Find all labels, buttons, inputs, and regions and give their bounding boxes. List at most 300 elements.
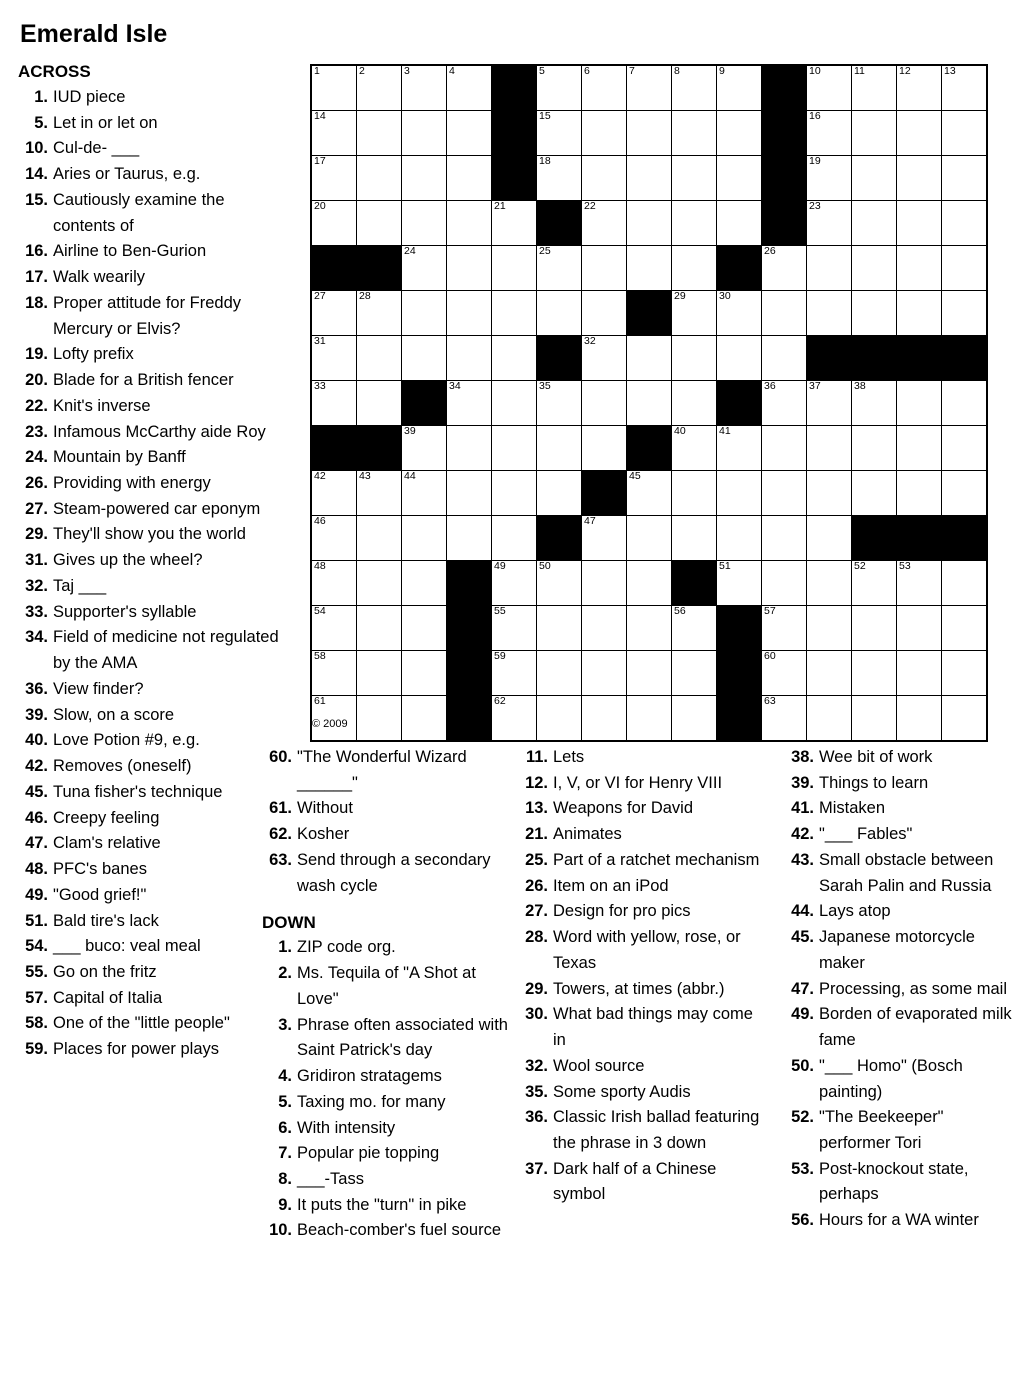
grid-cell[interactable] [807, 246, 852, 291]
grid-cell[interactable] [852, 291, 897, 336]
clue-text: Infamous McCarthy aide Roy [53, 422, 266, 441]
grid-cell[interactable] [537, 246, 582, 291]
grid-cell[interactable] [672, 651, 717, 696]
grid-cell[interactable] [357, 156, 402, 201]
grid-cell-number: 37 [809, 380, 821, 392]
grid-cell[interactable] [852, 471, 897, 516]
grid-cell[interactable] [942, 246, 988, 291]
grid-cell[interactable] [311, 156, 357, 201]
grid-cell-number: 20 [314, 200, 326, 212]
grid-cell[interactable] [942, 426, 988, 471]
clue-number: 60. [269, 748, 292, 766]
clue-text: It puts the "turn" in pike [297, 1195, 467, 1214]
grid-cell-block [807, 336, 852, 381]
grid-cell[interactable] [402, 246, 447, 291]
clue-number: 11. [525, 748, 548, 766]
grid-cell[interactable] [537, 426, 582, 471]
across-clue [262, 822, 510, 848]
grid-row [311, 65, 987, 111]
clue-number: 27. [525, 902, 548, 921]
grid-cell-block [492, 111, 537, 156]
grid-cell[interactable] [402, 471, 447, 516]
clue-number: 5. [34, 113, 48, 132]
grid-cell[interactable] [357, 606, 402, 651]
down-clue [518, 771, 766, 797]
grid-cell-number: 58 [314, 650, 326, 662]
grid-cell[interactable] [447, 336, 492, 381]
grid-cell[interactable] [627, 201, 672, 246]
grid-cell-number: 17 [314, 155, 326, 167]
grid-cell[interactable] [897, 561, 942, 606]
grid-cell[interactable] [942, 156, 988, 201]
grid-cell[interactable] [357, 65, 402, 111]
grid-cell[interactable] [717, 561, 762, 606]
grid-cell[interactable] [942, 381, 988, 426]
clue-number: 3. [278, 1015, 292, 1034]
grid-cell[interactable] [852, 65, 897, 111]
grid-cell[interactable] [762, 291, 807, 336]
grid-cell[interactable] [492, 516, 537, 561]
down-clue [784, 1002, 1016, 1053]
grid-cell[interactable] [627, 471, 672, 516]
across-heading: ACROSS [18, 62, 91, 81]
grid-cell[interactable] [807, 651, 852, 696]
grid-cell[interactable] [807, 426, 852, 471]
grid-cell[interactable] [492, 696, 537, 742]
grid-cell[interactable] [311, 516, 357, 561]
grid-cell[interactable] [897, 201, 942, 246]
grid-cell[interactable] [672, 381, 717, 426]
grid-cell[interactable] [897, 651, 942, 696]
clue-text: Towers, at times (abbr.) [553, 979, 725, 998]
grid-cell[interactable] [582, 561, 627, 606]
clue-text: Slow, on a score [53, 705, 175, 724]
grid-cell-number: 22 [584, 200, 596, 212]
grid-cell[interactable] [897, 291, 942, 336]
grid-cell[interactable] [627, 651, 672, 696]
down-clue [518, 874, 766, 900]
grid-cell-number: 46 [314, 515, 326, 527]
grid-cell[interactable] [942, 561, 988, 606]
grid-cell-number: 26 [764, 245, 776, 257]
grid-cell-number: 50 [539, 560, 551, 572]
grid-cell-block [447, 606, 492, 651]
grid-cell[interactable] [447, 156, 492, 201]
down-clue [262, 1141, 510, 1167]
grid-cell[interactable] [852, 561, 897, 606]
grid-cell[interactable] [762, 651, 807, 696]
grid-cell[interactable] [537, 156, 582, 201]
down-clue [784, 796, 1016, 822]
grid-cell[interactable] [762, 696, 807, 742]
grid-cell[interactable] [942, 111, 988, 156]
grid-cell[interactable] [447, 381, 492, 426]
grid-cell[interactable] [717, 336, 762, 381]
grid-cell[interactable] [852, 696, 897, 742]
grid-cell[interactable] [627, 246, 672, 291]
grid-cell[interactable] [852, 246, 897, 291]
grid-cell[interactable] [492, 651, 537, 696]
grid-cell[interactable] [762, 606, 807, 651]
grid-cell[interactable] [357, 561, 402, 606]
grid-cell[interactable] [311, 291, 357, 336]
grid-cell[interactable] [537, 696, 582, 742]
grid-cell[interactable] [537, 291, 582, 336]
across-clue [18, 188, 290, 239]
down-clue [784, 822, 1016, 848]
grid-cell-number: 16 [809, 110, 821, 122]
grid-cell[interactable] [672, 201, 717, 246]
grid-cell-number: 48 [314, 560, 326, 572]
crossword-grid[interactable] [310, 64, 988, 742]
grid-cell[interactable] [402, 516, 447, 561]
grid-cell[interactable] [582, 111, 627, 156]
clue-text: ___ buco: veal meal [53, 937, 201, 956]
clue-number: 15. [25, 190, 48, 209]
grid-cell[interactable] [492, 381, 537, 426]
grid-cell[interactable] [582, 156, 627, 201]
grid-cell[interactable] [447, 471, 492, 516]
grid-cell[interactable] [897, 426, 942, 471]
grid-cell[interactable] [402, 606, 447, 651]
grid-cell[interactable] [807, 291, 852, 336]
grid-cell[interactable] [807, 65, 852, 111]
grid-cell-number: 24 [404, 245, 416, 257]
down-heading: DOWN [262, 913, 316, 933]
grid-cell[interactable] [447, 426, 492, 471]
grid-cell[interactable] [897, 246, 942, 291]
clue-text: Gives up the wheel? [53, 551, 203, 570]
across-clue [18, 368, 290, 394]
grid-cell[interactable] [942, 291, 988, 336]
clue-number: 21. [525, 825, 548, 844]
across-clue [18, 522, 290, 548]
grid-cell[interactable] [627, 561, 672, 606]
clue-text: Beach-comber's fuel source [297, 1221, 501, 1240]
grid-cell[interactable] [627, 516, 672, 561]
clue-number: 14. [25, 165, 48, 184]
grid-cell[interactable] [311, 381, 357, 426]
grid-cell[interactable] [447, 516, 492, 561]
grid-cell-block [311, 426, 357, 471]
grid-cell[interactable] [807, 516, 852, 561]
clue-number: 32. [525, 1056, 548, 1075]
grid-cell[interactable] [762, 246, 807, 291]
grid-cell[interactable] [402, 696, 447, 742]
grid-cell[interactable] [672, 336, 717, 381]
grid-cell-block [492, 156, 537, 201]
grid-cell[interactable] [402, 561, 447, 606]
grid-cell[interactable] [357, 651, 402, 696]
grid-cell[interactable] [492, 426, 537, 471]
clue-number: 41. [791, 799, 814, 818]
grid-cell[interactable] [852, 381, 897, 426]
down-clue [262, 961, 510, 1012]
clue-text: Steam-powered car eponym [53, 499, 261, 518]
grid-cell[interactable] [672, 696, 717, 742]
grid-cell[interactable] [672, 246, 717, 291]
grid-cell[interactable] [402, 291, 447, 336]
grid-cell[interactable] [717, 291, 762, 336]
clue-text: I, V, or VI for Henry VIII [553, 773, 723, 792]
clue-text: Design for pro pics [553, 902, 691, 921]
grid-cell[interactable] [807, 201, 852, 246]
clue-number: 37. [525, 1159, 548, 1178]
across-clue [18, 934, 290, 960]
grid-cell[interactable] [672, 65, 717, 111]
grid-cell[interactable] [582, 336, 627, 381]
grid-cell[interactable] [762, 336, 807, 381]
grid-cell[interactable] [537, 561, 582, 606]
grid-cell-number: 62 [494, 695, 506, 707]
grid-cell[interactable] [807, 696, 852, 742]
grid-cell[interactable] [717, 156, 762, 201]
clue-number: 26. [25, 474, 48, 493]
grid-cell[interactable] [897, 156, 942, 201]
grid-cell[interactable] [942, 201, 988, 246]
grid-cell[interactable] [311, 336, 357, 381]
grid-cell-block [447, 696, 492, 742]
grid-cell[interactable] [807, 156, 852, 201]
grid-cell[interactable] [492, 471, 537, 516]
grid-cell-number: 38 [854, 380, 866, 392]
grid-cell[interactable] [402, 111, 447, 156]
grid-cell[interactable] [627, 156, 672, 201]
grid-cell[interactable] [717, 516, 762, 561]
grid-cell[interactable] [627, 111, 672, 156]
grid-cell[interactable] [852, 606, 897, 651]
grid-cell[interactable] [311, 111, 357, 156]
grid-cell[interactable] [942, 606, 988, 651]
clue-text: Love Potion #9, e.g. [53, 731, 200, 750]
grid-cell[interactable] [762, 516, 807, 561]
across-clue [18, 703, 290, 729]
grid-cell[interactable] [762, 471, 807, 516]
across-clue [18, 1011, 290, 1037]
grid-cell[interactable] [807, 381, 852, 426]
grid-cell[interactable] [402, 651, 447, 696]
clue-number: 1. [34, 88, 48, 106]
grid-cell[interactable] [582, 426, 627, 471]
grid-cell-number: 15 [539, 110, 551, 122]
grid-cell[interactable] [402, 156, 447, 201]
grid-cell[interactable] [357, 471, 402, 516]
clue-text: They'll show you the world [53, 525, 246, 544]
grid-cell[interactable] [447, 65, 492, 111]
grid-row [311, 696, 987, 742]
grid-cell-number: 59 [494, 650, 506, 662]
clue-text: Processing, as some mail [819, 979, 1007, 998]
grid-cell[interactable] [672, 291, 717, 336]
grid-cell[interactable] [897, 606, 942, 651]
clue-text: With intensity [297, 1118, 396, 1137]
grid-cell[interactable] [582, 606, 627, 651]
grid-cell[interactable] [672, 471, 717, 516]
clue-number: 34. [25, 628, 48, 647]
grid-cell[interactable] [942, 696, 988, 742]
grid-cell[interactable] [717, 426, 762, 471]
grid-cell[interactable] [717, 471, 762, 516]
grid-cell[interactable] [357, 111, 402, 156]
grid-cell[interactable] [627, 606, 672, 651]
grid-cell[interactable] [672, 606, 717, 651]
grid-cell[interactable] [492, 561, 537, 606]
grid-cell[interactable] [537, 381, 582, 426]
down-clue [784, 1054, 1016, 1105]
clue-number: 23. [25, 422, 48, 441]
grid-cell-number: 30 [719, 290, 731, 302]
grid-cell[interactable] [311, 606, 357, 651]
grid-cell[interactable] [357, 516, 402, 561]
grid-cell[interactable] [447, 111, 492, 156]
grid-cell[interactable] [942, 651, 988, 696]
grid-cell[interactable] [492, 246, 537, 291]
grid-cell[interactable] [402, 336, 447, 381]
grid-cell[interactable] [897, 471, 942, 516]
clue-text: Word with yellow, rose, or Texas [553, 928, 741, 972]
clue-text: ZIP code org. [297, 938, 396, 957]
across-clue [18, 291, 290, 342]
grid-cell[interactable] [852, 111, 897, 156]
grid-cell[interactable] [942, 65, 988, 111]
grid-cell[interactable] [582, 516, 627, 561]
grid-cell[interactable] [447, 201, 492, 246]
grid-cell[interactable] [897, 111, 942, 156]
clue-text: Cul-de- ___ [53, 139, 140, 158]
grid-cell[interactable] [537, 651, 582, 696]
grid-cell[interactable] [537, 111, 582, 156]
grid-cell[interactable] [537, 471, 582, 516]
grid-cell[interactable] [852, 156, 897, 201]
grid-cell[interactable] [852, 651, 897, 696]
grid-cell[interactable] [311, 561, 357, 606]
grid-cell[interactable] [852, 426, 897, 471]
grid-cell-number: 2 [359, 65, 365, 77]
grid-cell[interactable] [357, 381, 402, 426]
grid-cell-block [537, 336, 582, 381]
grid-cell[interactable] [402, 426, 447, 471]
grid-cell[interactable] [807, 606, 852, 651]
grid-cell[interactable] [627, 65, 672, 111]
clue-number: 9. [278, 1195, 292, 1214]
grid-cell[interactable] [582, 246, 627, 291]
grid-cell[interactable] [402, 201, 447, 246]
clue-text: Item on an iPod [553, 876, 669, 895]
down-clue [518, 848, 766, 874]
grid-cell[interactable] [357, 291, 402, 336]
crossword-grid-table[interactable] [310, 64, 988, 742]
grid-cell[interactable] [492, 291, 537, 336]
grid-cell[interactable] [582, 651, 627, 696]
grid-cell[interactable] [717, 65, 762, 111]
grid-cell[interactable] [582, 291, 627, 336]
across-clue [18, 883, 290, 909]
across-clue [18, 471, 290, 497]
grid-cell-block [852, 516, 897, 561]
grid-cell[interactable] [807, 471, 852, 516]
grid-cell[interactable] [492, 336, 537, 381]
grid-cell[interactable] [762, 561, 807, 606]
clue-text: Go on the fritz [53, 962, 157, 981]
across-clue [18, 986, 290, 1012]
clue-text: Aries or Taurus, e.g. [53, 165, 201, 184]
grid-cell[interactable] [762, 426, 807, 471]
grid-cell[interactable] [357, 696, 402, 742]
down-clue [262, 1013, 510, 1064]
grid-cell[interactable] [717, 201, 762, 246]
grid-cell[interactable] [672, 516, 717, 561]
grid-cell[interactable] [672, 156, 717, 201]
across-clue [18, 600, 290, 626]
grid-cell[interactable] [762, 381, 807, 426]
grid-cell[interactable] [311, 651, 357, 696]
down-clue [784, 1105, 1016, 1156]
grid-cell-number: 44 [404, 470, 416, 482]
grid-cell[interactable] [582, 65, 627, 111]
grid-cell[interactable] [311, 201, 357, 246]
grid-cell[interactable] [447, 291, 492, 336]
grid-cell[interactable] [357, 336, 402, 381]
grid-cell[interactable] [717, 111, 762, 156]
clue-number: 61. [269, 799, 292, 818]
across-clue [18, 497, 290, 523]
clue-text: Japanese motorcycle maker [819, 928, 975, 972]
grid-cell[interactable] [582, 381, 627, 426]
grid-cell[interactable] [807, 111, 852, 156]
grid-cell[interactable] [672, 426, 717, 471]
grid-cell[interactable] [897, 381, 942, 426]
grid-cell[interactable] [582, 696, 627, 742]
across-clue [18, 136, 290, 162]
grid-row [311, 561, 987, 606]
clue-number: 16. [25, 242, 48, 261]
grid-cell-number: 4 [449, 65, 455, 77]
grid-cell-block [762, 156, 807, 201]
clue-text: Part of a ratchet mechanism [553, 850, 760, 869]
grid-cell-number: 34 [449, 380, 461, 392]
grid-cell[interactable] [447, 246, 492, 291]
grid-cell[interactable] [627, 336, 672, 381]
grid-cell[interactable] [311, 65, 357, 111]
clue-number: 1. [278, 938, 292, 957]
grid-cell[interactable] [807, 561, 852, 606]
grid-cell[interactable] [492, 606, 537, 651]
clue-text: Blade for a British fencer [53, 371, 234, 390]
grid-cell[interactable] [311, 471, 357, 516]
grid-cell[interactable] [537, 606, 582, 651]
grid-cell[interactable] [357, 201, 402, 246]
clue-number: 57. [25, 988, 48, 1007]
grid-cell[interactable] [897, 65, 942, 111]
clue-text: Ms. Tequila of "A Shot at Love" [297, 964, 476, 1008]
grid-cell-block [897, 336, 942, 381]
grid-cell[interactable] [852, 201, 897, 246]
grid-cell[interactable] [672, 111, 717, 156]
grid-cell[interactable] [492, 201, 537, 246]
grid-cell[interactable] [627, 696, 672, 742]
grid-cell-number: 23 [809, 200, 821, 212]
grid-cell[interactable] [897, 696, 942, 742]
clue-text: Airline to Ben-Gurion [53, 242, 207, 261]
across-clue [18, 831, 290, 857]
grid-cell[interactable] [402, 65, 447, 111]
grid-cell[interactable] [942, 471, 988, 516]
grid-row [311, 111, 987, 156]
grid-cell[interactable] [537, 65, 582, 111]
grid-cell[interactable] [627, 381, 672, 426]
clue-text: Wool source [553, 1056, 645, 1075]
grid-cell[interactable] [582, 201, 627, 246]
